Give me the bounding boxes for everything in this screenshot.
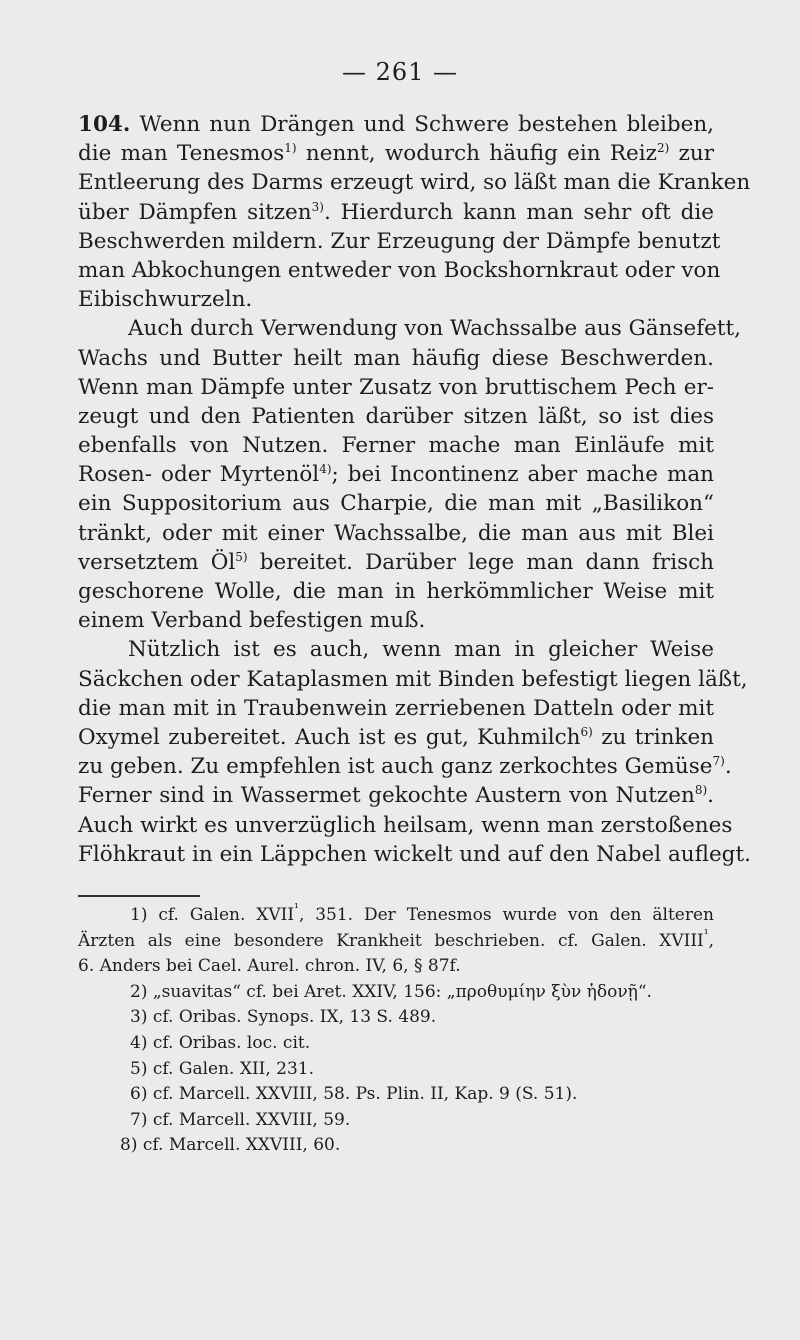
text-line: tränkt, oder mit einer Wachssalbe, die man aus mit Blei	[78, 520, 714, 546]
footnotes	[78, 903, 714, 1159]
footnote: 6) cf. Marcell. XXVIII, 58. Ps. Plin. II, Kap. 9 (S. 51).	[130, 1084, 578, 1105]
text-line: Oxymel zubereitet. Auch ist es gut, Kuhmilch$^{6)}$ zu trinken	[78, 724, 715, 750]
text-line: Wenn man Dämpfe unter Zusatz von bruttischem Pech er-	[78, 374, 714, 400]
text-line: ein Suppositorium aus Charpie, die man mit „Basilikon“	[78, 491, 714, 517]
footnote: 1) cf. Galen. $XVII^{^1}$, 351. Der Tenesmos wurde von den älteren	[130, 901, 715, 925]
text-line: Auch durch Verwendung von Wachssalbe aus Gänsefett,	[128, 316, 742, 342]
footnote-ref: 2)	[656, 141, 670, 156]
text-line: die man mit in Traubenwein zerriebenen Datteln oder mit	[78, 695, 714, 721]
text-line: zu geben. Zu empfehlen ist auch ganz zerkochtes Gemüse$^{7)}$.	[78, 754, 732, 780]
text-line: Beschwerden mildern. Zur Erzeugung der Dämpfe benutzt	[78, 228, 721, 254]
text-line: Wachs und Butter heilt man häufig diese Beschwerden.	[78, 345, 714, 371]
footnote-ref: 8)	[694, 783, 708, 798]
text-line: Auch wirkt es unverzüglich heilsam, wenn man zerstoßenes	[78, 812, 733, 838]
footnote: 7) cf. Marcell. XXVIII, 59.	[130, 1109, 351, 1130]
footnote-ref: 1)	[284, 141, 297, 156]
footnote: 5) cf. Galen. XII, 231.	[130, 1058, 315, 1079]
text-line: über Dämpfen sitzen$^{3)}$. Hierdurch kann man sehr oft die	[78, 199, 714, 225]
text-line: zeugt und den Patienten darüber sitzen läßt, so ist dies	[78, 403, 714, 429]
footnote-ref: 3)	[311, 199, 324, 214]
footnote-ref: 6)	[580, 724, 593, 739]
footnote-continuation: Ärzten als eine besondere Krankheit beschrieben. cf. Galen. $XVIII^{^1}$,	[78, 926, 714, 951]
footnote-ref: 5)	[235, 549, 248, 564]
text-line: Rosen- oder Myrtenöl$^{4)}$; bei Incontinenz aber mache man	[78, 462, 714, 488]
text-line: die man Tenesmos$^{1)}$ nennt, wodurch häufig ein Reiz$^{2)}$ zur	[78, 141, 714, 167]
text-line: Eibischwurzeln.	[78, 287, 253, 313]
footnote: 3) cf. Oribas. Synops. IX, 13 S. 489.	[130, 1007, 437, 1028]
section-number: 104.	[78, 112, 131, 137]
text-line: Ferner sind in Wassermet gekochte Austern von Nutzen$^{8)}$.	[78, 783, 714, 809]
footnote-separator	[78, 895, 200, 897]
footnote-ref: 7)	[712, 754, 725, 769]
text-line: geschorene Wolle, die man in herkömmlicher Weise mit	[78, 579, 714, 604]
text-line: Entleerung des Darms erzeugt wird, so läßt man die Kranken	[78, 170, 751, 196]
text-line: versetztem $Öl^{5)}$ bereitet. Darüber lege man dann frisch	[78, 549, 714, 575]
text-line: einem Verband befestigen muß.	[78, 608, 426, 634]
footnote: 2) „suavitas“ cf. bei Aret. XXIV, 156: „προθυμίην ξὺν ἡδονῇ“.	[130, 981, 652, 1002]
footnote: 8) cf. Marcell. XXVIII, 60.	[120, 1135, 341, 1156]
footnote-ref: 4)	[319, 462, 332, 477]
footnote-continuation: 6. Anders bei Cael. Aurel. chron. IV, 6, § 87f.	[78, 956, 461, 977]
page-number: — 261 —	[341, 58, 459, 86]
text-line: ebenfalls von Nutzen. Ferner mache man Einläufe mit	[78, 433, 714, 459]
text-line: Säckchen oder Kataplasmen mit Binden befestigt liegen läßt,	[78, 666, 748, 692]
text-line: Flöhkraut in ein Läppchen wickelt und auf den Nabel auflegt.	[78, 841, 751, 867]
text-line: Nützlich ist es auch, wenn man in gleicher Weise	[128, 637, 714, 663]
main-text	[78, 110, 751, 869]
text-line: man Abkochungen entweder von Bockshornkraut oder von	[78, 257, 721, 283]
footnote: 4) cf. Oribas. loc. cit.	[130, 1032, 311, 1053]
text-line: 104. Wenn nun Drängen und Schwere bestehen bleiben,	[78, 112, 715, 137]
